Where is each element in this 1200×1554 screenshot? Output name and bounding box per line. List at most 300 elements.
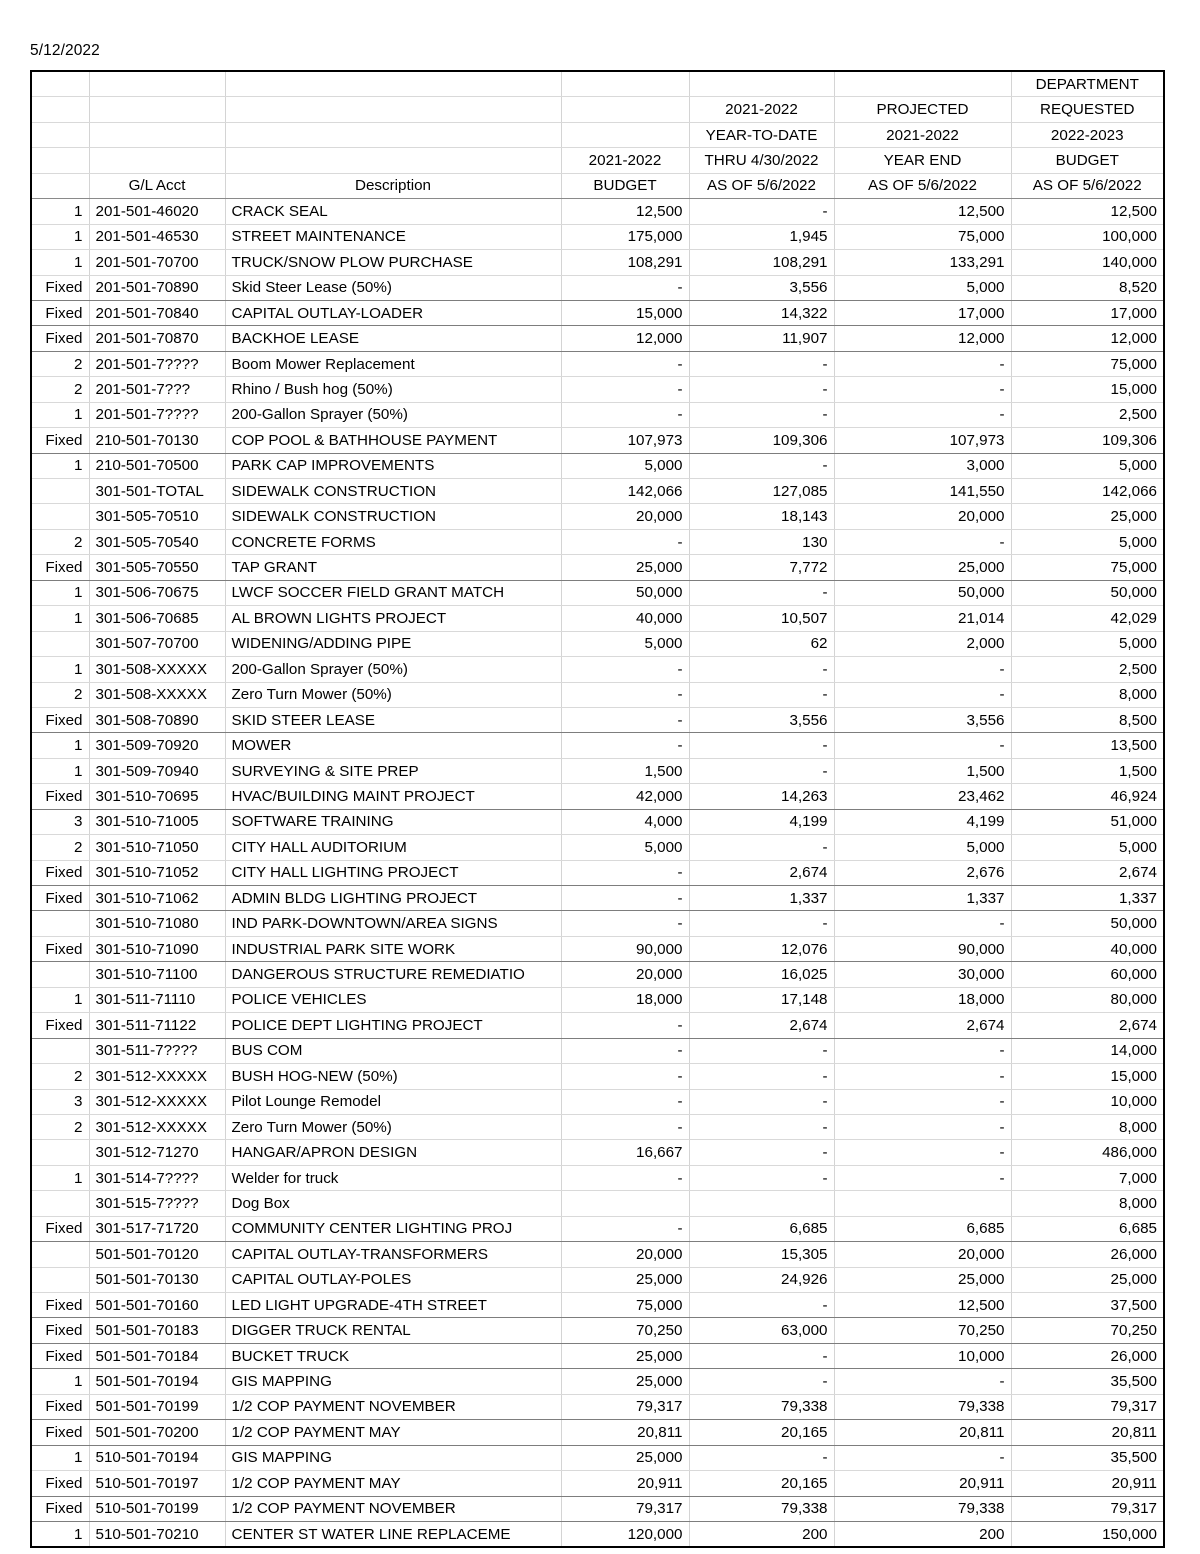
cell-requested: 5,000 <box>1011 529 1164 554</box>
cell-desc: PARK CAP IMPROVEMENTS <box>225 453 561 478</box>
cell-priority <box>31 911 89 936</box>
header-cell-row5-3: BUDGET <box>561 173 689 198</box>
cell-requested: 20,911 <box>1011 1471 1164 1496</box>
cell-acct: 510-501-70197 <box>89 1471 225 1496</box>
table-row[interactable] <box>31 987 1164 1012</box>
cell-projected: 75,000 <box>834 224 1011 249</box>
header-cell-row1-3 <box>561 71 689 97</box>
table-row[interactable] <box>31 936 1164 961</box>
cell-desc: 1/2 COP PAYMENT NOVEMBER <box>225 1496 561 1521</box>
table-row[interactable] <box>31 377 1164 402</box>
table-row[interactable] <box>31 606 1164 631</box>
table-row[interactable] <box>31 300 1164 325</box>
table-row[interactable] <box>31 1343 1164 1368</box>
header-cell-row2-4: 2021-2022 <box>689 97 834 122</box>
cell-budget: 15,000 <box>561 300 689 325</box>
table-row[interactable] <box>31 1369 1164 1394</box>
cell-budget: - <box>561 886 689 911</box>
cell-acct: 510-501-70199 <box>89 1496 225 1521</box>
cell-acct: 301-512-XXXXX <box>89 1114 225 1139</box>
cell-projected: 1,337 <box>834 886 1011 911</box>
cell-desc: TRUCK/SNOW PLOW PURCHASE <box>225 250 561 275</box>
cell-priority: 1 <box>31 733 89 758</box>
cell-projected: - <box>834 402 1011 427</box>
cell-priority: 1 <box>31 402 89 427</box>
cell-ytd: - <box>689 1089 834 1114</box>
cell-priority: Fixed <box>31 784 89 809</box>
cell-projected: - <box>834 733 1011 758</box>
cell-priority: 2 <box>31 682 89 707</box>
cell-priority <box>31 962 89 987</box>
table-row[interactable] <box>31 580 1164 605</box>
cell-requested: 7,000 <box>1011 1165 1164 1190</box>
cell-desc: BACKHOE LEASE <box>225 326 561 351</box>
cell-requested: 60,000 <box>1011 962 1164 987</box>
cell-desc: ADMIN BLDG LIGHTING PROJECT <box>225 886 561 911</box>
cell-ytd: - <box>689 580 834 605</box>
table-row[interactable] <box>31 250 1164 275</box>
cell-ytd: - <box>689 1445 834 1470</box>
cell-requested: 2,500 <box>1011 657 1164 682</box>
cell-ytd: 11,907 <box>689 326 834 351</box>
cell-requested: 37,500 <box>1011 1293 1164 1318</box>
cell-desc: 1/2 COP PAYMENT MAY <box>225 1420 561 1445</box>
document-date: 5/12/2022 <box>30 42 100 59</box>
cell-requested: 2,674 <box>1011 1013 1164 1038</box>
cell-desc: LED LIGHT UPGRADE-4TH STREET <box>225 1293 561 1318</box>
cell-budget: - <box>561 377 689 402</box>
cell-ytd: 130 <box>689 529 834 554</box>
cell-acct: 301-506-70675 <box>89 580 225 605</box>
cell-ytd: 12,076 <box>689 936 834 961</box>
cell-projected: - <box>834 351 1011 376</box>
cell-priority: 2 <box>31 351 89 376</box>
header-cell-row4-0 <box>31 148 89 173</box>
cell-priority: Fixed <box>31 1293 89 1318</box>
table-row[interactable] <box>31 1394 1164 1419</box>
cell-ytd: 2,674 <box>689 1013 834 1038</box>
cell-priority: 1 <box>31 1165 89 1190</box>
cell-projected: 5,000 <box>834 835 1011 860</box>
cell-requested: 5,000 <box>1011 631 1164 656</box>
cell-projected: - <box>834 1369 1011 1394</box>
table-row[interactable] <box>31 428 1164 453</box>
cell-desc: SOFTWARE TRAINING <box>225 809 561 834</box>
cell-acct: 201-501-70700 <box>89 250 225 275</box>
table-row[interactable] <box>31 911 1164 936</box>
table-row[interactable] <box>31 962 1164 987</box>
cell-ytd: 18,143 <box>689 504 834 529</box>
table-row[interactable] <box>31 758 1164 783</box>
cell-budget <box>561 1191 689 1216</box>
table-row[interactable] <box>31 1242 1164 1267</box>
cell-desc: Welder for truck <box>225 1165 561 1190</box>
cell-acct: 301-508-XXXXX <box>89 682 225 707</box>
cell-ytd: - <box>689 758 834 783</box>
table-row[interactable] <box>31 784 1164 809</box>
cell-ytd: 10,507 <box>689 606 834 631</box>
header-cell-row4-1 <box>89 148 225 173</box>
cell-requested: 80,000 <box>1011 987 1164 1012</box>
cell-acct: 501-501-70200 <box>89 1420 225 1445</box>
cell-ytd: 15,305 <box>689 1242 834 1267</box>
cell-priority: Fixed <box>31 707 89 732</box>
cell-acct: 301-510-71052 <box>89 860 225 885</box>
header-cell-row2-6: REQUESTED <box>1011 97 1164 122</box>
cell-budget: 75,000 <box>561 1293 689 1318</box>
table-row[interactable] <box>31 224 1164 249</box>
cell-budget: 142,066 <box>561 479 689 504</box>
table-row[interactable] <box>31 1471 1164 1496</box>
cell-requested: 8,000 <box>1011 682 1164 707</box>
cell-requested: 8,000 <box>1011 1191 1164 1216</box>
table-row[interactable] <box>31 1420 1164 1445</box>
cell-acct: 301-511-7???? <box>89 1038 225 1063</box>
cell-acct: 301-505-70550 <box>89 555 225 580</box>
cell-priority: Fixed <box>31 1343 89 1368</box>
cell-ytd: - <box>689 1165 834 1190</box>
cell-desc: MOWER <box>225 733 561 758</box>
table-row[interactable] <box>31 1445 1164 1470</box>
cell-desc: CITY HALL AUDITORIUM <box>225 835 561 860</box>
cell-projected: 2,676 <box>834 860 1011 885</box>
cell-ytd: 24,926 <box>689 1267 834 1292</box>
cell-priority <box>31 631 89 656</box>
cell-budget: 5,000 <box>561 453 689 478</box>
table-row[interactable] <box>31 1267 1164 1292</box>
cell-projected: 3,000 <box>834 453 1011 478</box>
cell-budget: - <box>561 1064 689 1089</box>
cell-acct: 501-501-70194 <box>89 1369 225 1394</box>
cell-priority: Fixed <box>31 1420 89 1445</box>
cell-acct: 301-510-71080 <box>89 911 225 936</box>
cell-budget: 79,317 <box>561 1394 689 1419</box>
header-cell-row4-4: THRU 4/30/2022 <box>689 148 834 173</box>
table-row[interactable] <box>31 835 1164 860</box>
header-cell-row1-2 <box>225 71 561 97</box>
cell-desc: CONCRETE FORMS <box>225 529 561 554</box>
cell-projected: 10,000 <box>834 1343 1011 1368</box>
cell-ytd: 7,772 <box>689 555 834 580</box>
cell-acct: 301-511-71110 <box>89 987 225 1012</box>
cell-desc: BUS COM <box>225 1038 561 1063</box>
cell-projected: 1,500 <box>834 758 1011 783</box>
cell-requested: 109,306 <box>1011 428 1164 453</box>
cell-priority: Fixed <box>31 428 89 453</box>
cell-ytd: - <box>689 453 834 478</box>
cell-projected: - <box>834 1038 1011 1063</box>
cell-desc: 1/2 COP PAYMENT NOVEMBER <box>225 1394 561 1419</box>
cell-budget: - <box>561 682 689 707</box>
cell-priority: 2 <box>31 1114 89 1139</box>
cell-ytd: - <box>689 402 834 427</box>
table-row[interactable] <box>31 733 1164 758</box>
cell-ytd: 20,165 <box>689 1420 834 1445</box>
table-row[interactable] <box>31 1496 1164 1521</box>
table-row[interactable] <box>31 504 1164 529</box>
cell-acct: 501-501-70184 <box>89 1343 225 1368</box>
header-cell-row3-2 <box>225 122 561 147</box>
cell-desc: HANGAR/APRON DESIGN <box>225 1140 561 1165</box>
cell-desc: CRACK SEAL <box>225 199 561 224</box>
cell-budget: 5,000 <box>561 631 689 656</box>
cell-requested: 35,500 <box>1011 1445 1164 1470</box>
cell-priority: 1 <box>31 606 89 631</box>
cell-ytd <box>689 1191 834 1216</box>
cell-budget: 70,250 <box>561 1318 689 1343</box>
cell-requested: 25,000 <box>1011 504 1164 529</box>
cell-budget: - <box>561 911 689 936</box>
header-cell-row1-5 <box>834 71 1011 97</box>
cell-ytd: - <box>689 1369 834 1394</box>
cell-requested: 42,029 <box>1011 606 1164 631</box>
table-row[interactable] <box>31 1521 1164 1547</box>
table-row[interactable] <box>31 1140 1164 1165</box>
cell-requested: 2,500 <box>1011 402 1164 427</box>
cell-priority: 1 <box>31 758 89 783</box>
cell-acct: 301-512-XXXXX <box>89 1064 225 1089</box>
table-row[interactable] <box>31 682 1164 707</box>
cell-projected: - <box>834 1445 1011 1470</box>
cell-ytd: - <box>689 377 834 402</box>
cell-priority: Fixed <box>31 1471 89 1496</box>
cell-budget: 25,000 <box>561 555 689 580</box>
header-cell-row4-2 <box>225 148 561 173</box>
cell-budget: 42,000 <box>561 784 689 809</box>
table-row[interactable] <box>31 1038 1164 1063</box>
header-cell-row3-5: 2021-2022 <box>834 122 1011 147</box>
header-cell-row4-5: YEAR END <box>834 148 1011 173</box>
table-row[interactable] <box>31 860 1164 885</box>
cell-budget: - <box>561 1114 689 1139</box>
cell-desc: COMMUNITY CENTER LIGHTING PROJ <box>225 1216 561 1241</box>
cell-budget: 25,000 <box>561 1343 689 1368</box>
cell-projected: - <box>834 1165 1011 1190</box>
cell-ytd: 17,148 <box>689 987 834 1012</box>
cell-requested: 8,520 <box>1011 275 1164 300</box>
cell-requested: 26,000 <box>1011 1242 1164 1267</box>
cell-desc: Boom Mower Replacement <box>225 351 561 376</box>
cell-desc: HVAC/BUILDING MAINT PROJECT <box>225 784 561 809</box>
cell-projected: 2,000 <box>834 631 1011 656</box>
cell-acct: 201-501-7??? <box>89 377 225 402</box>
cell-budget: - <box>561 1216 689 1241</box>
cell-desc: LWCF SOCCER FIELD GRANT MATCH <box>225 580 561 605</box>
cell-ytd: 63,000 <box>689 1318 834 1343</box>
cell-acct: 201-501-46020 <box>89 199 225 224</box>
cell-priority: Fixed <box>31 1318 89 1343</box>
cell-budget: - <box>561 657 689 682</box>
cell-budget: 25,000 <box>561 1445 689 1470</box>
cell-budget: 20,911 <box>561 1471 689 1496</box>
header-cell-row2-5: PROJECTED <box>834 97 1011 122</box>
table-row[interactable] <box>31 555 1164 580</box>
table-row[interactable] <box>31 199 1164 224</box>
cell-priority: Fixed <box>31 886 89 911</box>
cell-acct: 510-501-70210 <box>89 1521 225 1547</box>
cell-requested: 5,000 <box>1011 453 1164 478</box>
cell-requested: 142,066 <box>1011 479 1164 504</box>
header-cell-row1-4 <box>689 71 834 97</box>
header-row-row3 <box>31 122 1164 147</box>
table-row[interactable] <box>31 707 1164 732</box>
table-row[interactable] <box>31 275 1164 300</box>
table-row[interactable] <box>31 1114 1164 1139</box>
cell-priority: 1 <box>31 453 89 478</box>
cell-projected: 21,014 <box>834 606 1011 631</box>
table-row[interactable] <box>31 1318 1164 1343</box>
table-row[interactable] <box>31 1293 1164 1318</box>
cell-acct: 510-501-70194 <box>89 1445 225 1470</box>
cell-budget: 120,000 <box>561 1521 689 1547</box>
cell-desc: DANGEROUS STRUCTURE REMEDIATIO <box>225 962 561 987</box>
header-cell-row4-6: BUDGET <box>1011 148 1164 173</box>
header-cell-row4-3: 2021-2022 <box>561 148 689 173</box>
table-row[interactable] <box>31 631 1164 656</box>
cell-desc: Skid Steer Lease (50%) <box>225 275 561 300</box>
cell-desc: SIDEWALK CONSTRUCTION <box>225 479 561 504</box>
header-cell-row1-1 <box>89 71 225 97</box>
cell-desc: SURVEYING & SITE PREP <box>225 758 561 783</box>
cell-acct: 301-510-71062 <box>89 886 225 911</box>
header-cell-row2-3 <box>561 97 689 122</box>
table-row[interactable] <box>31 351 1164 376</box>
table-row[interactable] <box>31 1013 1164 1038</box>
header-cell-row5-4: AS OF 5/6/2022 <box>689 173 834 198</box>
cell-requested: 8,000 <box>1011 1114 1164 1139</box>
cell-ytd: 109,306 <box>689 428 834 453</box>
cell-projected <box>834 1191 1011 1216</box>
cell-desc: SIDEWALK CONSTRUCTION <box>225 504 561 529</box>
cell-acct: 301-510-71090 <box>89 936 225 961</box>
cell-desc: Zero Turn Mower (50%) <box>225 682 561 707</box>
cell-ytd: - <box>689 1114 834 1139</box>
table-row[interactable] <box>31 453 1164 478</box>
cell-acct: 301-505-70540 <box>89 529 225 554</box>
cell-budget: 50,000 <box>561 580 689 605</box>
table-row[interactable] <box>31 657 1164 682</box>
cell-priority: 2 <box>31 835 89 860</box>
table-row[interactable] <box>31 326 1164 351</box>
cell-priority: Fixed <box>31 555 89 580</box>
table-row[interactable] <box>31 1191 1164 1216</box>
table-row[interactable] <box>31 886 1164 911</box>
cell-acct: 201-501-7???? <box>89 351 225 376</box>
table-row[interactable] <box>31 1064 1164 1089</box>
cell-requested: 100,000 <box>1011 224 1164 249</box>
cell-desc: 200-Gallon Sprayer (50%) <box>225 657 561 682</box>
cell-ytd: - <box>689 911 834 936</box>
header-cell-row3-4: YEAR-TO-DATE <box>689 122 834 147</box>
cell-projected: 30,000 <box>834 962 1011 987</box>
cell-projected: 20,911 <box>834 1471 1011 1496</box>
cell-priority: Fixed <box>31 300 89 325</box>
cell-desc: POLICE DEPT LIGHTING PROJECT <box>225 1013 561 1038</box>
cell-priority: Fixed <box>31 1496 89 1521</box>
header-cell-row5-2: Description <box>225 173 561 198</box>
cell-projected: - <box>834 377 1011 402</box>
cell-requested: 150,000 <box>1011 1521 1164 1547</box>
capital-budget-table <box>30 70 1165 1548</box>
header-cell-row3-6: 2022-2023 <box>1011 122 1164 147</box>
cell-projected: 18,000 <box>834 987 1011 1012</box>
cell-requested: 79,317 <box>1011 1496 1164 1521</box>
cell-projected: 25,000 <box>834 555 1011 580</box>
cell-budget: - <box>561 1038 689 1063</box>
cell-requested: 12,500 <box>1011 199 1164 224</box>
cell-priority: 1 <box>31 1445 89 1470</box>
header-row-row1 <box>31 71 1164 97</box>
cell-acct: 501-501-70199 <box>89 1394 225 1419</box>
cell-acct: 301-508-XXXXX <box>89 657 225 682</box>
table-row[interactable] <box>31 1089 1164 1114</box>
cell-acct: 201-501-70890 <box>89 275 225 300</box>
cell-acct: 301-507-70700 <box>89 631 225 656</box>
cell-projected: 200 <box>834 1521 1011 1547</box>
cell-budget: 25,000 <box>561 1267 689 1292</box>
cell-projected: 79,338 <box>834 1394 1011 1419</box>
table-row[interactable] <box>31 529 1164 554</box>
cell-budget: 5,000 <box>561 835 689 860</box>
cell-projected: 3,556 <box>834 707 1011 732</box>
cell-priority: 2 <box>31 377 89 402</box>
cell-ytd: - <box>689 1293 834 1318</box>
table-row[interactable] <box>31 479 1164 504</box>
cell-desc: CAPITAL OUTLAY-TRANSFORMERS <box>225 1242 561 1267</box>
table-row[interactable] <box>31 809 1164 834</box>
table-row[interactable] <box>31 1165 1164 1190</box>
cell-ytd: 62 <box>689 631 834 656</box>
cell-ytd: - <box>689 199 834 224</box>
cell-priority: 3 <box>31 809 89 834</box>
cell-requested: 70,250 <box>1011 1318 1164 1343</box>
cell-requested: 12,000 <box>1011 326 1164 351</box>
cell-acct: 201-501-70870 <box>89 326 225 351</box>
cell-ytd: - <box>689 1140 834 1165</box>
cell-budget: 1,500 <box>561 758 689 783</box>
cell-priority: Fixed <box>31 1216 89 1241</box>
cell-desc: GIS MAPPING <box>225 1445 561 1470</box>
cell-budget: - <box>561 707 689 732</box>
cell-requested: 1,500 <box>1011 758 1164 783</box>
cell-requested: 75,000 <box>1011 351 1164 376</box>
cell-priority: 1 <box>31 224 89 249</box>
cell-budget: - <box>561 275 689 300</box>
table-row[interactable] <box>31 1216 1164 1241</box>
cell-budget: 12,500 <box>561 199 689 224</box>
cell-budget: 20,000 <box>561 1242 689 1267</box>
cell-projected: 4,199 <box>834 809 1011 834</box>
cell-requested: 13,500 <box>1011 733 1164 758</box>
cell-acct: 301-511-71122 <box>89 1013 225 1038</box>
cell-desc: CAPITAL OUTLAY-POLES <box>225 1267 561 1292</box>
cell-budget: 20,811 <box>561 1420 689 1445</box>
cell-ytd: - <box>689 1064 834 1089</box>
cell-requested: 1,337 <box>1011 886 1164 911</box>
cell-ytd: - <box>689 682 834 707</box>
cell-desc: POLICE VEHICLES <box>225 987 561 1012</box>
header-cell-row2-2 <box>225 97 561 122</box>
header-row-row2 <box>31 97 1164 122</box>
header-cell-row2-1 <box>89 97 225 122</box>
table-row[interactable] <box>31 402 1164 427</box>
cell-desc: WIDENING/ADDING PIPE <box>225 631 561 656</box>
cell-priority: 1 <box>31 657 89 682</box>
cell-priority: Fixed <box>31 936 89 961</box>
cell-requested: 79,317 <box>1011 1394 1164 1419</box>
cell-ytd: 127,085 <box>689 479 834 504</box>
cell-ytd: - <box>689 1038 834 1063</box>
